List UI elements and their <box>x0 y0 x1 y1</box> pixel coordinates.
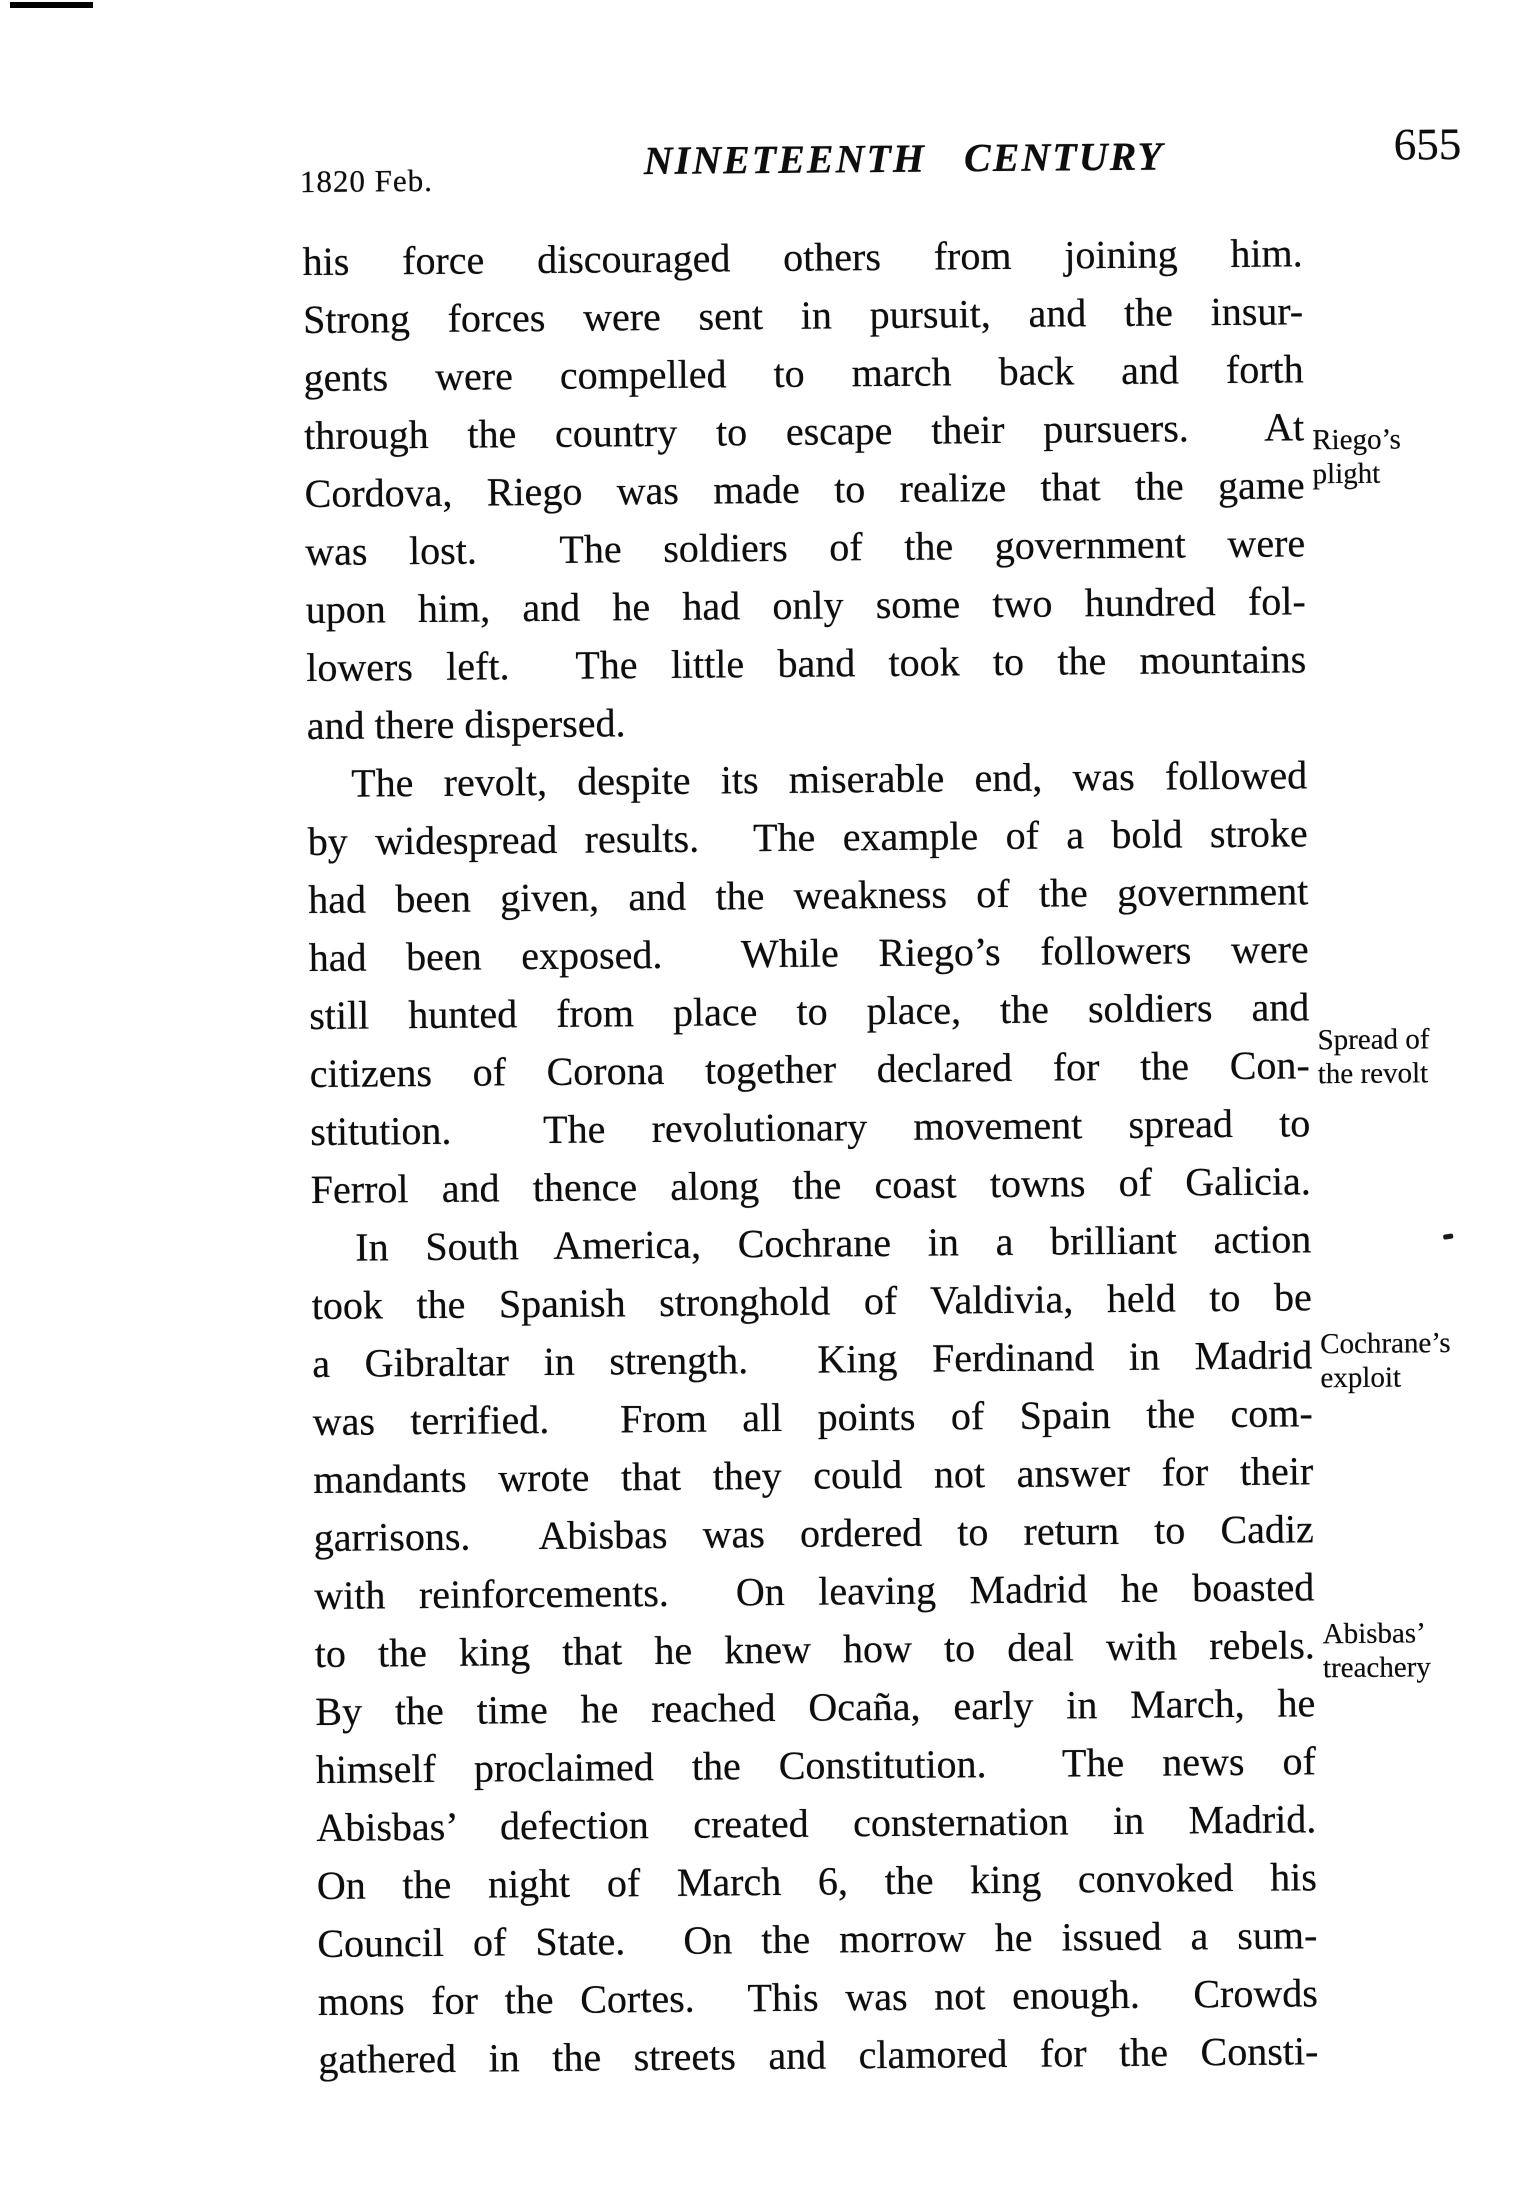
body-line: garrisons. Abisbas was ordered to return to Cadiz <box>313 1506 1314 1560</box>
running-header-date: 1820 Feb. <box>299 162 434 200</box>
margin-note-line: Cochrane’s <box>1320 1327 1451 1361</box>
body-line: with reinforcements. On leaving Madrid he boasted <box>314 1564 1315 1618</box>
page-number: 655 <box>1393 118 1462 170</box>
margin-note-riegos-plight <box>1312 421 1518 491</box>
body-line: had been exposed. While Riego’s followers were <box>308 926 1309 981</box>
margin-note-line: the revolt <box>1317 1057 1429 1091</box>
body-line: mons for the Cortes. This was not enough. Crowds <box>317 1970 1319 2024</box>
body-line: upon him, and he had only some two hundred fol- <box>305 578 1306 633</box>
body-line: was lost. The soldiers of the government were <box>304 520 1306 575</box>
body-line: himself proclaimed the Constitution. The news of <box>315 1738 1316 1792</box>
margin-note-spread-of-the-revolt <box>1317 1021 1523 1091</box>
margin-note-line: Spread of <box>1317 1023 1430 1057</box>
margin-note-abisbas-treachery <box>1323 1615 1529 1685</box>
body-line: Ferrol and thence along the coast towns of Galicia. <box>310 1158 1311 1213</box>
body-text-column <box>302 224 1318 2089</box>
margin-note-line: plight <box>1312 457 1381 491</box>
margin-note-line: Riego’s <box>1312 423 1402 457</box>
margin-note-line: Abisbas’ <box>1322 1617 1426 1651</box>
body-line: to the king that he knew how to deal with rebels. <box>314 1622 1315 1676</box>
body-line: lowers left. The little band took to the mountains <box>306 636 1307 691</box>
body-line-paragraph-end: and there dispersed. <box>306 700 626 749</box>
running-header-title: NINETEENTH CENTURY <box>643 133 1165 184</box>
body-line: Council of State. On the morrow he issued a sum- <box>317 1912 1318 1966</box>
body-line: through the country to escape their pursuers. At <box>303 404 1305 459</box>
margin-note-line: exploit <box>1320 1361 1402 1395</box>
body-line: a Gibraltar in strength. King Ferdinand in Madrid <box>312 1332 1313 1387</box>
body-line: took the Spanish stronghold of Valdivia, held to be <box>311 1274 1312 1329</box>
margin-note-line: treachery <box>1322 1651 1431 1685</box>
body-line: By the time he reached Ocaña, early in March, he <box>315 1680 1316 1734</box>
body-line: stitution. The revolutionary movement spread to <box>310 1100 1311 1155</box>
body-line-paragraph-start: In South America, Cochrane in a brilliant action <box>355 1216 1312 1270</box>
body-line: mandants wrote that they could not answer for their <box>313 1448 1314 1502</box>
ink-speck <box>1443 1233 1454 1239</box>
body-line: gathered in the streets and clamored for the Consti- <box>318 2028 1319 2082</box>
body-line-paragraph-start: The revolt, despite its miserable end, was followed <box>351 752 1308 806</box>
body-line: Abisbas’ defection created consternation in Madrid. <box>316 1796 1317 1850</box>
margin-note-cochranes-exploit <box>1320 1325 1526 1395</box>
body-line: Cordova, Riego was made to realize that the game <box>304 462 1305 517</box>
body-line: Strong forces were sent in pursuit, and the insur- <box>302 288 1304 343</box>
body-line: still hunted from place to place, the soldiers and <box>309 984 1310 1039</box>
body-line: his force discouraged others from joining him. <box>302 230 1303 285</box>
body-line: On the night of March 6, the king convoked his <box>316 1854 1317 1908</box>
body-line: by widespread results. The example of a bold stroke <box>307 810 1308 865</box>
body-line: was terrified. From all points of Spain the com- <box>312 1390 1313 1445</box>
body-line: had been given, and the weakness of the government <box>308 868 1309 923</box>
body-line: citizens of Corona together declared for the Con- <box>309 1042 1310 1097</box>
body-line: gents were compelled to march back and forth <box>303 346 1304 401</box>
